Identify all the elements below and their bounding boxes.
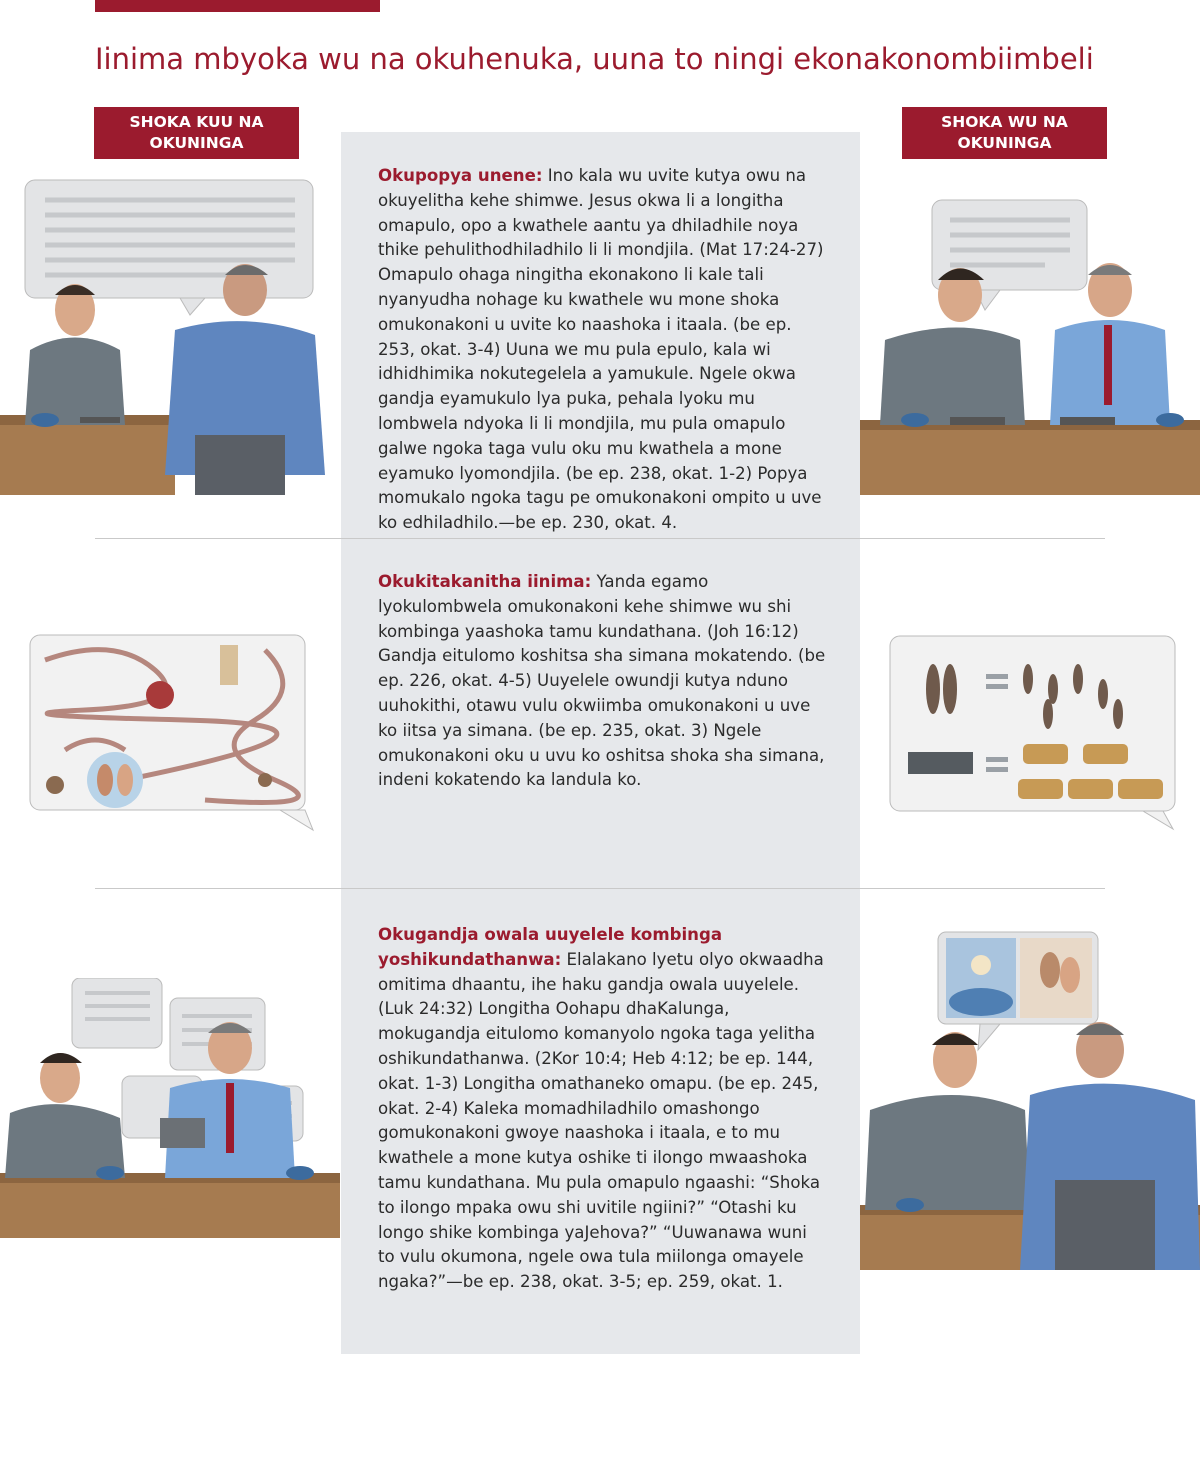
section-3-lead: Okugandja owala uuyelele kombinga yoshikundathanwa: — [378, 925, 723, 969]
section-divider-2 — [95, 888, 1105, 889]
section-3-text — [378, 923, 828, 1295]
section-2-lead: Okukitakanitha iinima: — [378, 572, 592, 591]
section-1-lead: Okupopya unene: — [378, 166, 543, 185]
illustration-focus-on-main-point — [888, 634, 1178, 834]
section-divider-1 — [95, 538, 1105, 539]
label-right-way — [902, 107, 1107, 159]
label-wrong-line2: OKUNINGA — [149, 134, 244, 152]
label-right-line1: SHOKA WU NA — [941, 113, 1068, 131]
page-title: Iinima mbyoka wu na okuhenuka, uuna to ningi ekonakonombiimbeli — [95, 42, 1094, 76]
illustration-asking-questions — [860, 195, 1200, 495]
section-1-body: Ino kala wu uvite kutya owu na okuyelitha kehe shimwe. Jesus okwa li a longitha omapulo, opo a kwathele aantu ya dhiladhile noya thike pehulithodhiladhilo li li mondjila. (Mat 17:24-27) Omapulo ohaga ningitha ekonakono li kale tali nyanyudha nohage ku kwathele wu mone shoka omukonakoni u uvite ko naashoka i itaala. (be ep. 253, okat. 3-4) Uuna we mu pula epulo, kala wi idhidhimika nokutegelela a yamukule. Ngele okwa gandja eyamukulo lya puka, pehala lyoku mu lombwela ndyoka li li mondjila, mu pula omapulo galwe ngoka taga vulu oku mu kwathela a mone eyamuko lyomondjila. (be ep. 238, okat. 1-2) Popya momukalo ngoka tagu pe omukonakoni ompito u uve ko edhiladhilo.—be ep. 230, okat. 4. — [378, 166, 824, 533]
label-wrong-way — [94, 107, 299, 159]
section-2-text — [378, 570, 828, 793]
top-accent-bar — [95, 0, 380, 12]
section-2-body: Yanda egamo lyokulombwela omukonakoni kehe shimwe wu shi kombinga yaashoka tamu kundathana. (Joh 16:12) Gandja eitulomo koshitsa sha simana mokatendo. (be ep. 226, okat. 4-5) Uuyelele owundji kutya nduno uuhokithi, otawu vulu okwiimba omukonakoni u uve ko iitsa ya simana. (be ep. 235, okat. 3) Ngele omukonakoni oku u uvu ko oshitsa shoka sha simana, indeni kokatendo ka landula ko. — [378, 572, 826, 790]
illustration-reach-the-heart — [860, 930, 1200, 1270]
section-1-text — [378, 164, 828, 536]
illustration-talking-too-much — [0, 175, 345, 505]
illustration-too-many-points — [25, 630, 320, 835]
label-right-line2: OKUNINGA — [957, 134, 1052, 152]
section-3-body: Elalakano lyetu olyo okwaadha omitima dhaantu, ihe haku gandja owala uuyelele. (Luk 24:32) Longitha Oohapu dhaKalunga, mokugandja eitulomo komanyolo ngoka taga yelitha oshikundathanwa. (2Kor 10:4; Heb 4:12; be ep. 144, okat. 1-3) Longitha omathaneko omapu. (be ep. 245, okat. 2-4) Kaleka momadhiladhilo omashongo gomukonakoni gwoye naashoka i itaala, e to mu kwathele a mone kutya oshike ti ilongo mwaashoka tamu kundathana. Mu pula omapulo ngaashi: “Shoka to ilongo mpaka owu shi uvitile ngiini?” “Otashi ku longo shike kombinga yaJehova?” “Uuwanawa wuni to vulu okumona, ngele owa tula miilonga omayele ngaka?”—be ep. 238, okat. 3-5; ep. 259, okat. 1. — [378, 949, 824, 1292]
label-wrong-line1: SHOKA KUU NA — [129, 113, 264, 131]
illustration-only-information — [0, 978, 340, 1238]
